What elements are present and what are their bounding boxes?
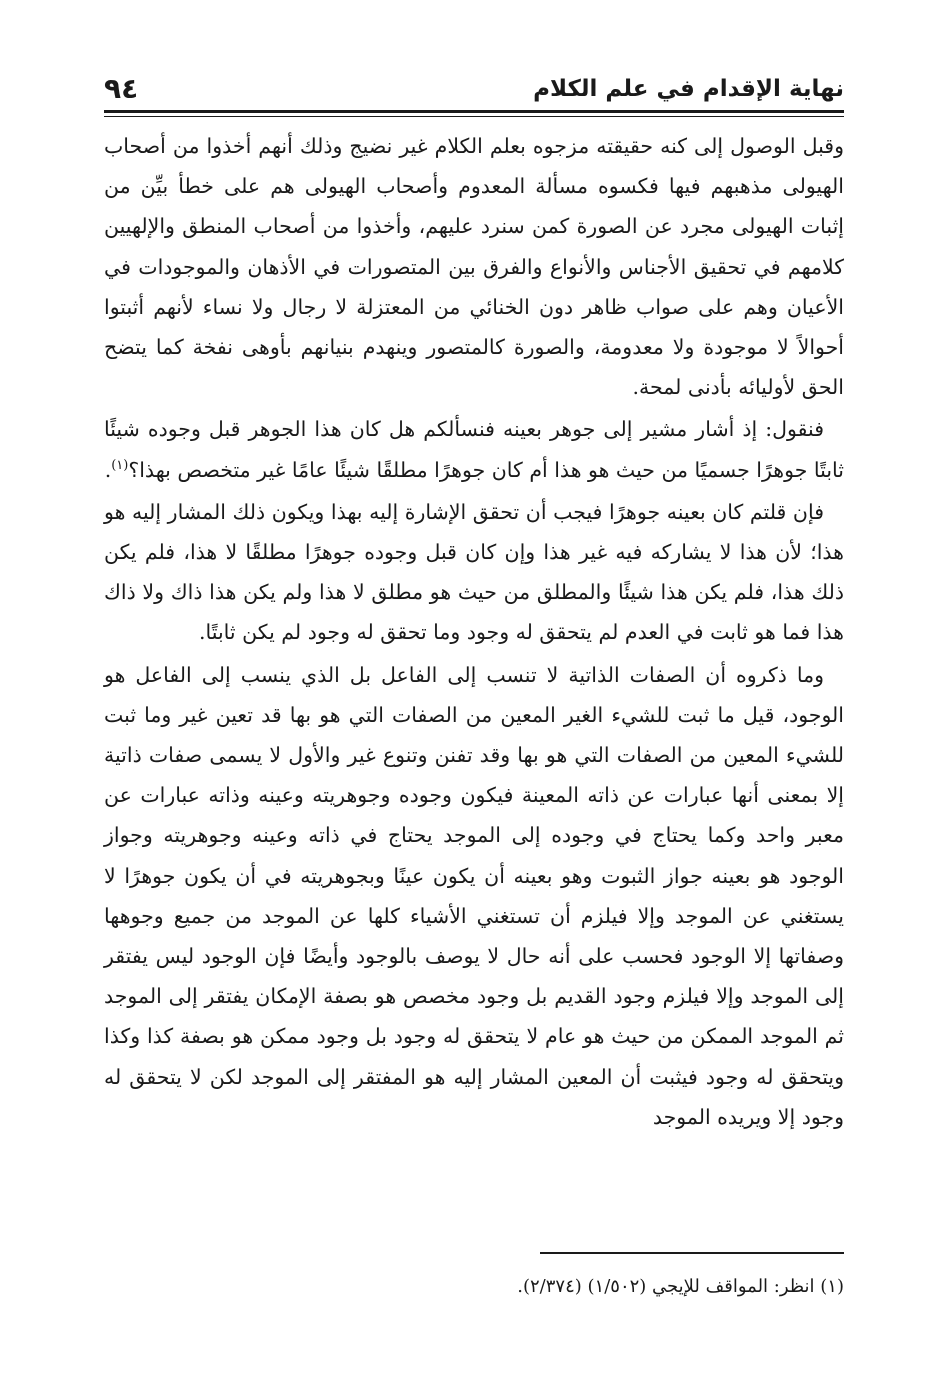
paragraph-1: وقبل الوصول إلى كنه حقيقته مزجوه بعلم الكلام غير نضيج وذلك أنهم أخذوا من أصحاب الهيولى مذهبهم فيها فكسوه مسألة المعدوم وأصحاب الهيولى هم على خطأ بيِّن من إثبات الهيولى مجرد عن الصورة كمن سنرد عليهم، وأخذوا من أصحاب المنطق والإلهيين كلامهم في تحقيق الأجناس والأنواع والفرق بين المتصورات في الأذهان والموجودات في الأعيان وهم على صواب ظاهر دون الخنائي من المعتزلة لا رجال ولا نساء لأنهم أثبتوا أحوالاً لا موجودة ولا معدومة، والصورة كالمتصور وينهدم بنيانهم بأوهى نفخة كما يتضح الحق لأوليائه بأدنى لمحة. <box>104 134 844 400</box>
page-header <box>104 66 844 106</box>
page-number: ٩٤ <box>104 72 139 105</box>
footnote-separator <box>540 1252 844 1254</box>
footnote: (١) انظر: المواقف للإيجي (١/٥٠٢) (٢/٣٧٤). <box>517 1276 844 1297</box>
paragraph-4: وما ذكروه أن الصفات الذاتية لا تنسب إلى الفاعل بل الذي ينسب إلى الفاعل هو الوجود، قيل ما ثبت للشيء الغير المعين من الصفات التي هو بها قد تعين غير وما ثبت للشيء المعين من الصفات التي هو بها وقد تفنن وتنوع غير والأول لا يسمى صفات ذاتية إلا بمعنى أنها عبارات عن ذاته المعينة فيكون وجوده وجوهريته وعينه وذاته عبارات عن معبر واحد وكما يحتاج في وجوده إلى الموجد يحتاج في ذاته وعينه وجوهريته وجواز الوجود هو بعينه جواز الثبوت وهو بعينه أن يكون عينًا وبجوهريته في أن يكون جوهرًا لا يستغني عن الموجد وإلا فيلزم أن تستغني الأشياء كلها عن الموجد من جميع وجوهها وصفاتها إلا الوجود فحسب على أنه حال لا يوصف بالوجود وأيضًا فإن الوجود ليس يفتقر إلى الموجد وإلا فيلزم وجود القديم بل وجود مخصص هو بصفة الإمكان يفتقر إلى الموجد ثم الموجد الممكن من حيث هو عام لا يتحقق له وجود بل وجود ممكن هو بصفة كذا وكذا ويتحقق له وجود فيثبت أن المعين المشار إليه هو المفتقر إلى الموجد لكن لا يتحقق له وجود إلا ويريده الموجد <box>104 662 844 1129</box>
header-rule <box>104 110 844 113</box>
main-text <box>104 126 844 1137</box>
header-rule-thin <box>104 116 844 117</box>
footnote-reference: (١) <box>111 457 129 473</box>
paragraph-3: فإن قلتم كان بعينه جوهرًا فيجب أن تحقق الإشارة إليه بهذا ويكون ذلك المشار إليه هو هذا؛ لأن هذا لا يشاركه فيه غير هذا وإن كان قبل وجوده جوهرًا مطلقًا لا هذا، فلم يكن ذلك هذا، فلم يكن هذا شيئًا والمطلق من حيث هو مطلق لا هذا ولم يكن هذا ذاك ولا ذاك هذا فما هو ثابت في العدم لم يتحقق له وجود وما تحقق له وجود لم يكن ثابتًا. <box>104 499 844 645</box>
paragraph-2-text: فنقول: إذ أشار مشير إلى جوهر بعينه فنسألكم هل كان هذا الجوهر قبل وجوده شيئًا ثابتًا جوهرًا جسميًا من حيث هو هذا أم كان جوهرًا مطلقًا شيئًا عامًا غير متخصص بهذا؟ <box>104 417 844 482</box>
paragraph-2-end: . <box>104 457 112 482</box>
running-title: نهاية الإقدام في علم الكلام <box>533 76 844 102</box>
paragraph-2 <box>104 409 844 489</box>
